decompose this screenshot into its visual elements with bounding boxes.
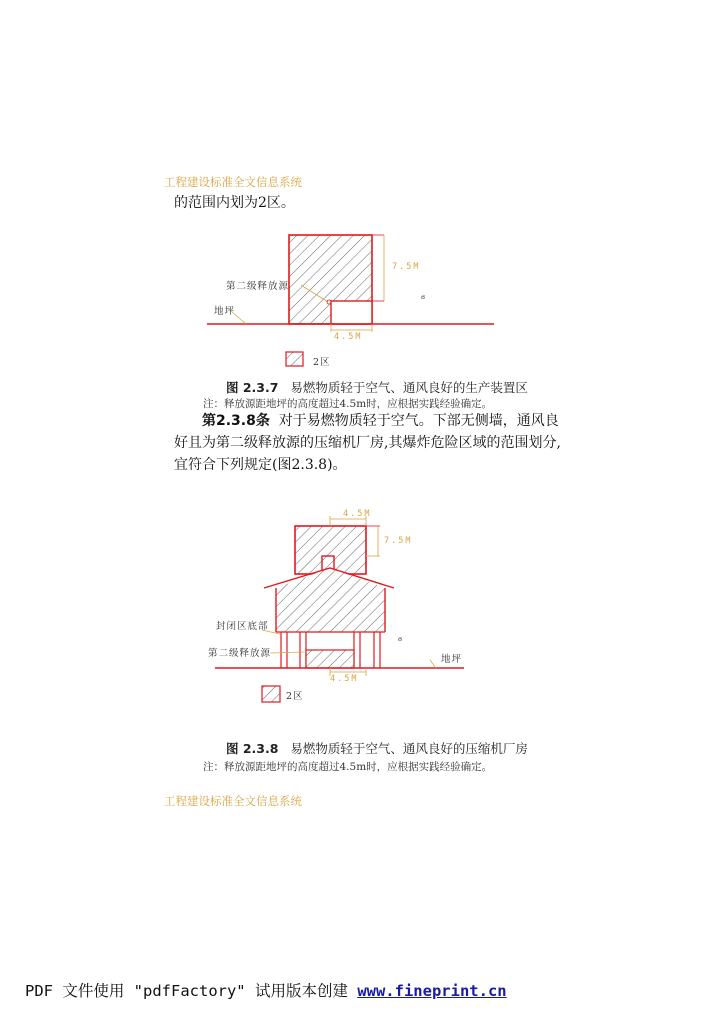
svg-text:ᴽ: ᴽ: [421, 295, 425, 305]
pdf-footer-prefix: PDF 文件使用 "pdfFactory" 试用版本创建: [25, 982, 358, 1000]
article-238-line3: 宜符合下列规定(图2.3.8)。: [174, 457, 347, 473]
pdf-footer: [25, 979, 507, 1001]
fig238-label-release: 第二级释放源: [208, 648, 272, 659]
fig238-caption-no: 图 2.3.8: [226, 741, 279, 756]
header-watermark: 工程建设标准全文信息系统: [164, 175, 302, 189]
fig237-label-release: 第二级释放源: [226, 281, 290, 292]
fig237-legend-label: 2区: [313, 357, 331, 368]
article-238-number: 第2.3.8条: [202, 413, 270, 429]
fig238-legend-swatch: [262, 686, 280, 702]
fig238-label-closed: 封闭区底部: [216, 621, 269, 632]
fig237-label-ground: 地坪: [214, 306, 236, 317]
fineprint-link[interactable]: www.fineprint.cn: [357, 982, 507, 1000]
fig238-dim-bottom: 4.5M: [330, 674, 359, 684]
fig238-dim-height: 7.5M: [384, 536, 413, 546]
fig237-dim-width: 4.5M: [334, 332, 363, 342]
fig237-note: 注：释放源距地坪的高度超过4.5m时，应根据实践经验确定。: [203, 398, 493, 410]
article-238-line1-rest: 对于易燃物质轻于空气。下部无侧墙，通风良: [278, 413, 559, 429]
fig238-dim-top: 4.5M: [343, 509, 372, 519]
intro-line: 的范围内划为2区。: [174, 195, 295, 211]
footer-watermark: 工程建设标准全文信息系统: [164, 794, 302, 808]
fig237-dim-height: 7.5M: [392, 262, 421, 272]
fig238-lower-zone: [306, 650, 354, 668]
fig238-legend-label: 2区: [286, 691, 304, 702]
fig237-caption-no: 图 2.3.7: [226, 380, 279, 395]
fig238-caption: [226, 739, 528, 757]
svg-text:ᴽ: ᴽ: [398, 637, 402, 647]
fig238-caption-text: 易燃物质轻于空气、通风良好的压缩机厂房: [290, 741, 528, 756]
fig238-note: 注：释放源距地坪的高度超过4.5m时，应根据实践经验确定。: [203, 761, 493, 773]
fig237-caption-text: 易燃物质轻于空气、通风良好的生产装置区: [290, 380, 528, 395]
article-238-line2: 好且为第二级释放源的压缩机厂房,其爆炸危险区域的范围划分,: [174, 435, 561, 451]
fig238-label-ground: 地坪: [441, 654, 463, 665]
